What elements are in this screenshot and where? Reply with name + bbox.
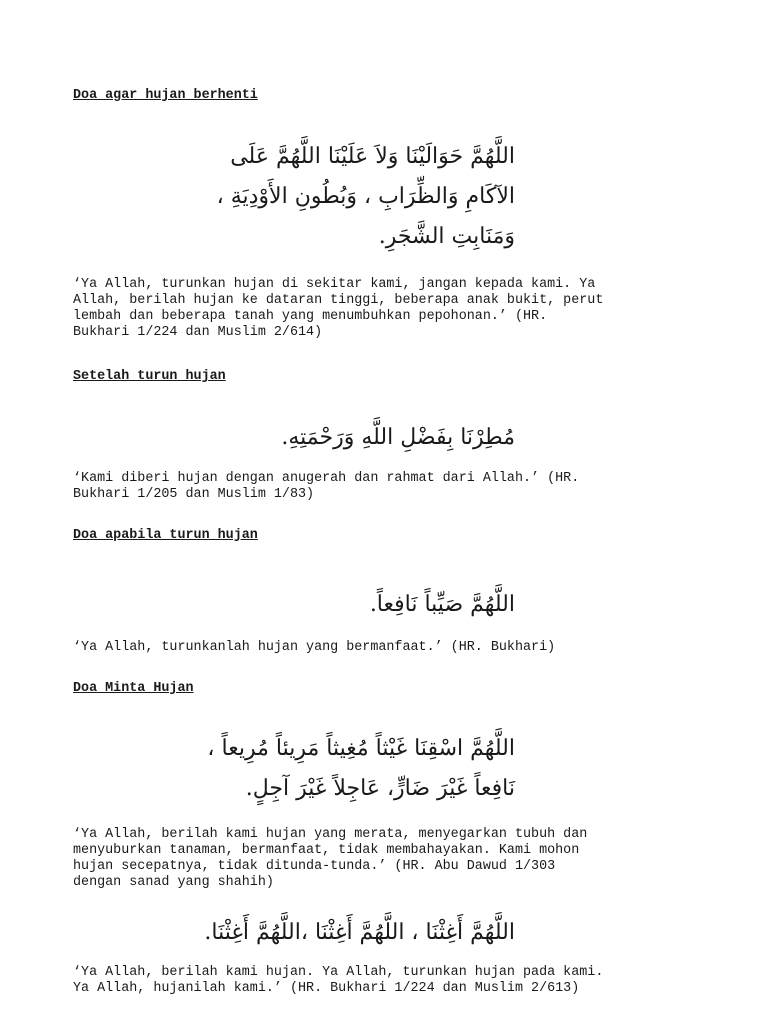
translation-line: Bukhari 1/224 dan Muslim 2/614) [73, 325, 323, 340]
translation-line: Ya Allah, hujanilah kami.’ (HR. Bukhari 1/224 dan Muslim 2/613) [73, 981, 580, 996]
translation-setelah-turun-hujan [73, 471, 713, 503]
translation-minta-hujan [73, 827, 713, 891]
translation-line: ‘Ya Allah, berilah kami hujan. Ya Allah, turunkan hujan pada kami. [73, 965, 604, 980]
arabic-prayer-hujan-berhenti [217, 137, 515, 257]
translation-aghitsna [73, 965, 713, 997]
arabic-line: مُطِرْنَا بِفَضْلِ اللَّهِ وَرَحْمَتِهِ. [281, 425, 515, 450]
arabic-prayer-apabila-turun-hujan [370, 585, 515, 625]
translation-line: lembah dan beberapa tanah yang menumbuhkan pepohonan.’ (HR. [73, 309, 548, 324]
arabic-prayer-aghitsna [204, 913, 515, 953]
arabic-prayer-minta-hujan [207, 729, 515, 809]
arabic-prayer-setelah-turun-hujan [281, 418, 515, 458]
translation-line: ‘Kami diberi hujan dengan anugerah dan rahmat dari Allah.’ (HR. [73, 471, 580, 486]
translation-apabila-turun-hujan [73, 640, 713, 656]
arabic-line: اللَّهُمَّ حَوَالَيْنَا وَلاَ عَلَيْنَا اللَّهُمَّ عَلَى [230, 144, 515, 169]
arabic-line: اللَّهُمَّ اسْقِنَا غَيْثاً مُغِيثاً مَرِيئاً مُرِيعاً ، [207, 736, 515, 761]
translation-line: ‘Ya Allah, turunkanlah hujan yang bermanfaat.’ (HR. Bukhari) [73, 640, 556, 655]
section-heading-apabila-turun-hujan: Doa apabila turun hujan [73, 528, 258, 543]
arabic-line: نَافِعاً غَيْرَ ضَارٍّ، عَاجِلاً غَيْرَ آجِلٍ. [245, 776, 515, 801]
arabic-line: الآكَامِ وَالظِّرَابِ ، وَبُطُونِ الأَوْدِيَةِ ، [216, 184, 515, 209]
section-heading-hujan-berhenti: Doa agar hujan berhenti [73, 88, 258, 103]
translation-line: dengan sanad yang shahih) [73, 875, 274, 890]
section-heading-minta-hujan: Doa Minta Hujan [73, 681, 194, 696]
arabic-line: اللَّهُمَّ أَغِثْنَا ، اللَّهُمَّ أَغِثْنَا ،اللَّهُمَّ أَغِثْنَا. [204, 920, 515, 945]
translation-hujan-berhenti [73, 277, 713, 341]
translation-line: menyuburkan tanaman, bermanfaat, tidak membahayakan. Kami mohon [73, 843, 580, 858]
section-heading-setelah-turun-hujan: Setelah turun hujan [73, 369, 226, 384]
translation-line: hujan secepatnya, tidak ditunda-tunda.’ (HR. Abu Dawud 1/303 [73, 859, 556, 874]
translation-line: ‘Ya Allah, turunkan hujan di sekitar kami, jangan kepada kami. Ya [73, 277, 596, 292]
translation-line: Bukhari 1/205 dan Muslim 1/83) [73, 487, 315, 502]
arabic-line: اللَّهُمَّ صَيِّباً نَافِعاً. [369, 592, 515, 617]
arabic-line: وَمَنَابِتِ الشَّجَرِ. [378, 224, 515, 249]
translation-line: Allah, berilah hujan ke dataran tinggi, beberapa anak bukit, perut [73, 293, 604, 308]
translation-line: ‘Ya Allah, berilah kami hujan yang merata, menyegarkan tubuh dan [73, 827, 588, 842]
